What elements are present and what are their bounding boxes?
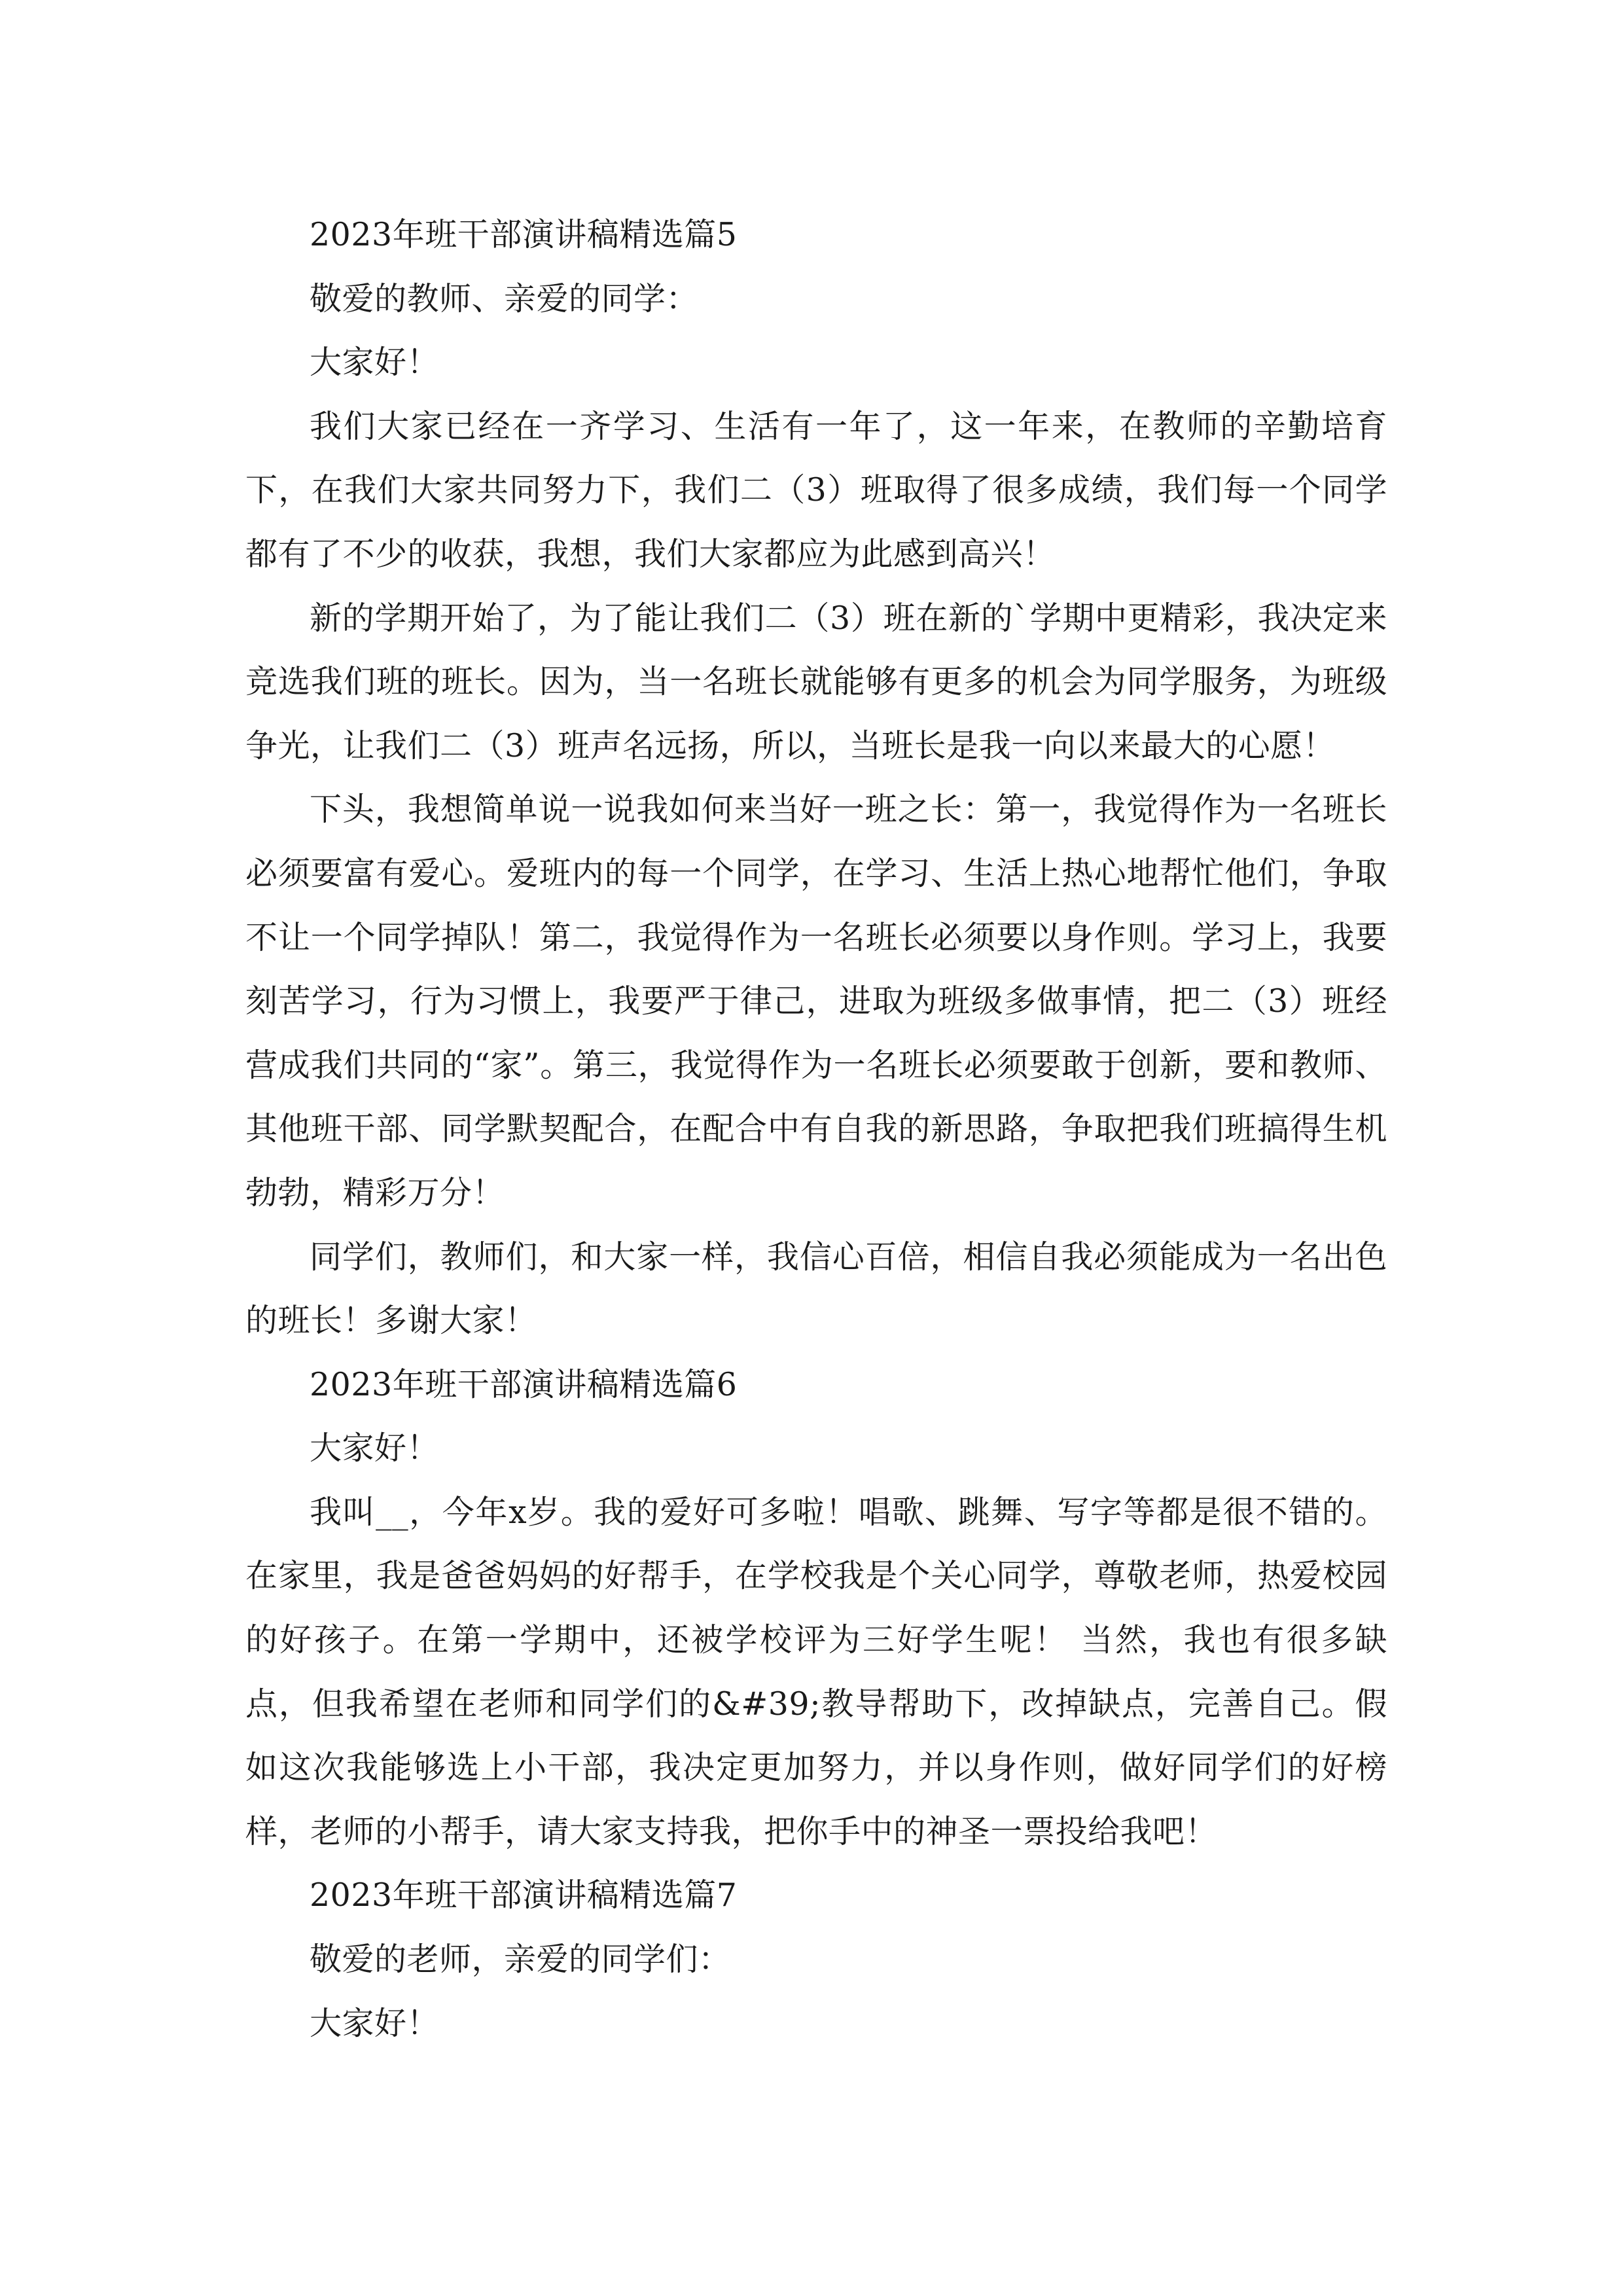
salutation-paragraph: 敬爱的教师、亲爱的同学：: [310, 279, 699, 317]
section-heading-5: 2023年班干部演讲稿精选篇5: [310, 216, 738, 253]
salutation-paragraph: 敬爱的老师，亲爱的同学们：: [310, 1941, 731, 1979]
body-paragraph: 我们大家已经在一齐学习、生活有一年了，这一年来，在教师的辛勤培育下，在我们大家共同努力下，我们二（3）班取得了很多成绩，我们每一个同学都有了不少的收获，我想，我们大家都应为此感到高兴！: [245, 407, 1387, 573]
section-heading-7: 2023年班干部演讲稿精选篇7: [310, 1876, 738, 1914]
section-heading-6: 2023年班干部演讲稿精选篇6: [310, 1365, 738, 1403]
greeting-paragraph: 大家好！: [310, 1429, 440, 1467]
body-paragraph: 同学们，教师们，和大家一样，我信心百倍，相信自我必须能成为一名出色的班长！多谢大家！: [245, 1238, 1387, 1340]
document-body: [245, 203, 1387, 2055]
greeting-paragraph: 大家好！: [310, 344, 440, 382]
greeting-paragraph: 大家好！: [310, 2004, 440, 2042]
body-paragraph: 新的学期开始了，为了能让我们二（3）班在新的`学期中更精彩，我决定来竞选我们班的班长。因为，当一名班长就能够有更多的机会为同学服务，为班级争光，让我们二（3）班声名远扬，所以，当班长是我一向以来最大的心愿！: [245, 599, 1387, 764]
body-paragraph: 我叫__，今年x岁。我的爱好可多啦！唱歌、跳舞、写字等都是很不错的。在家里，我是爸爸妈妈的好帮手，在学校我是个关心同学，尊敬老师，热爱校园的好孩子。在第一学期中，还被学校评为三好学生呢！ 当然，我也有很多缺点，但我希望在老师和同学们的&#39;教导帮助下，改掉缺点，完善自己。假如这次我能够选上小干部，我决定更加努力，并以身作则，做好同学们的好榜样，老师的小帮手，请大家支持我，把你手中的神圣一票投给我吧！: [245, 1493, 1387, 1850]
body-paragraph: 下头，我想简单说一说我如何来当好一班之长：第一，我觉得作为一名班长必须要富有爱心。爱班内的每一个同学，在学习、生活上热心地帮忙他们，争取不让一个同学掉队！第二，我觉得作为一名班长必须要以身作则。学习上，我要刻苦学习，行为习惯上，我要严于律己，进取为班级多做事情，把二（3）班经营成我们共同的“家”。第三，我觉得作为一名班长必须要敢于创新，要和教师、其他班干部、同学默契配合，在配合中有自我的新思路，争取把我们班搞得生机勃勃，精彩万分！: [245, 791, 1387, 1211]
